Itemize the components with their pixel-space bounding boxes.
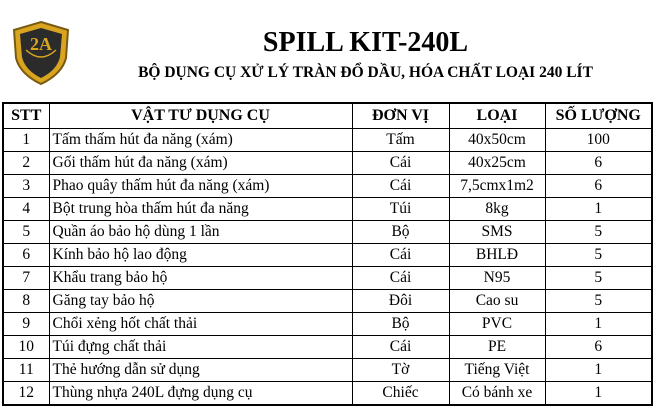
cell-quantity: 1: [545, 359, 652, 382]
column-header-item: VẬT TƯ DỤNG CỤ: [49, 103, 352, 129]
cell-item: Quần áo bảo hộ dùng 1 lần: [49, 221, 352, 244]
cell-type: Có bánh xe: [449, 382, 545, 406]
company-logo: [10, 20, 72, 86]
cell-type: 40x50cm: [449, 129, 545, 152]
cell-stt: 10: [3, 336, 49, 359]
cell-stt: 1: [3, 129, 49, 152]
cell-quantity: 6: [545, 175, 652, 198]
cell-item: Phao quây thấm hút đa năng (xám): [49, 175, 352, 198]
cell-unit: Tấm: [352, 129, 449, 152]
cell-item: Găng tay bảo hộ: [49, 290, 352, 313]
cell-quantity: 6: [545, 336, 652, 359]
table-row: [3, 267, 652, 290]
page-subtitle: BỘ DỤNG CỤ XỬ LÝ TRÀN ĐỔ DẦU, HÓA CHẤT LOẠI 240 LÍT: [138, 64, 593, 81]
cell-unit: Tờ: [352, 359, 449, 382]
table-row: [3, 336, 652, 359]
cell-stt: 11: [3, 359, 49, 382]
cell-quantity: 5: [545, 221, 652, 244]
cell-item: Thẻ hướng dẫn sử dụng: [49, 359, 352, 382]
cell-type: 7,5cmx1m2: [449, 175, 545, 198]
cell-unit: Cái: [352, 336, 449, 359]
cell-unit: Đôi: [352, 290, 449, 313]
cell-item: Túi đựng chất thải: [49, 336, 352, 359]
cell-type: BHLĐ: [449, 244, 545, 267]
table-row: [3, 290, 652, 313]
cell-unit: Túi: [352, 198, 449, 221]
cell-unit: Bộ: [352, 221, 449, 244]
cell-stt: 4: [3, 198, 49, 221]
table-row: [3, 359, 652, 382]
cell-quantity: 6: [545, 152, 652, 175]
cell-quantity: 5: [545, 267, 652, 290]
cell-unit: Chiếc: [352, 382, 449, 406]
page-title: SPILL KIT-240L: [262, 27, 469, 58]
cell-item: Tấm thấm hút đa năng (xám): [49, 129, 352, 152]
column-header-type: LOẠI: [449, 103, 545, 129]
column-header-unit: ĐƠN VỊ: [352, 103, 449, 129]
cell-quantity: 1: [545, 313, 652, 336]
kit-items-table: [2, 102, 653, 406]
cell-quantity: 100: [545, 129, 652, 152]
logo-text: 2A: [30, 34, 52, 54]
cell-stt: 6: [3, 244, 49, 267]
table-row: [3, 198, 652, 221]
cell-type: N95: [449, 267, 545, 290]
cell-stt: 12: [3, 382, 49, 406]
cell-quantity: 5: [545, 290, 652, 313]
cell-type: 8kg: [449, 198, 545, 221]
table-row: [3, 221, 652, 244]
column-header-quantity: SỐ LƯỢNG: [545, 103, 652, 129]
table-row: [3, 175, 652, 198]
cell-type: Tiếng Việt: [449, 359, 545, 382]
cell-item: Gối thấm hút đa năng (xám): [49, 152, 352, 175]
cell-stt: 5: [3, 221, 49, 244]
column-header-stt: STT: [3, 103, 49, 129]
cell-quantity: 1: [545, 198, 652, 221]
cell-type: PVC: [449, 313, 545, 336]
cell-stt: 8: [3, 290, 49, 313]
cell-item: Khẩu trang bảo hộ: [49, 267, 352, 290]
shield-logo-icon: [10, 20, 72, 86]
table-row: [3, 382, 652, 406]
table-row: [3, 129, 652, 152]
cell-stt: 2: [3, 152, 49, 175]
table-row: [3, 152, 652, 175]
cell-stt: 9: [3, 313, 49, 336]
cell-type: Cao su: [449, 290, 545, 313]
cell-quantity: 1: [545, 382, 652, 406]
cell-unit: Cái: [352, 244, 449, 267]
cell-type: SMS: [449, 221, 545, 244]
cell-unit: Cái: [352, 267, 449, 290]
cell-unit: Cái: [352, 175, 449, 198]
table-header-row: [3, 103, 652, 129]
cell-stt: 7: [3, 267, 49, 290]
cell-unit: Cái: [352, 152, 449, 175]
table-row: [3, 313, 652, 336]
cell-item: Bột trung hòa thấm hút đa năng: [49, 198, 352, 221]
cell-stt: 3: [3, 175, 49, 198]
cell-item: Chổi xẻng hốt chất thải: [49, 313, 352, 336]
table-row: [3, 244, 652, 267]
cell-item: Thùng nhựa 240L đựng dụng cụ: [49, 382, 352, 406]
cell-unit: Bộ: [352, 313, 449, 336]
cell-item: Kính bảo hộ lao động: [49, 244, 352, 267]
cell-type: PE: [449, 336, 545, 359]
cell-quantity: 5: [545, 244, 652, 267]
cell-type: 40x25cm: [449, 152, 545, 175]
